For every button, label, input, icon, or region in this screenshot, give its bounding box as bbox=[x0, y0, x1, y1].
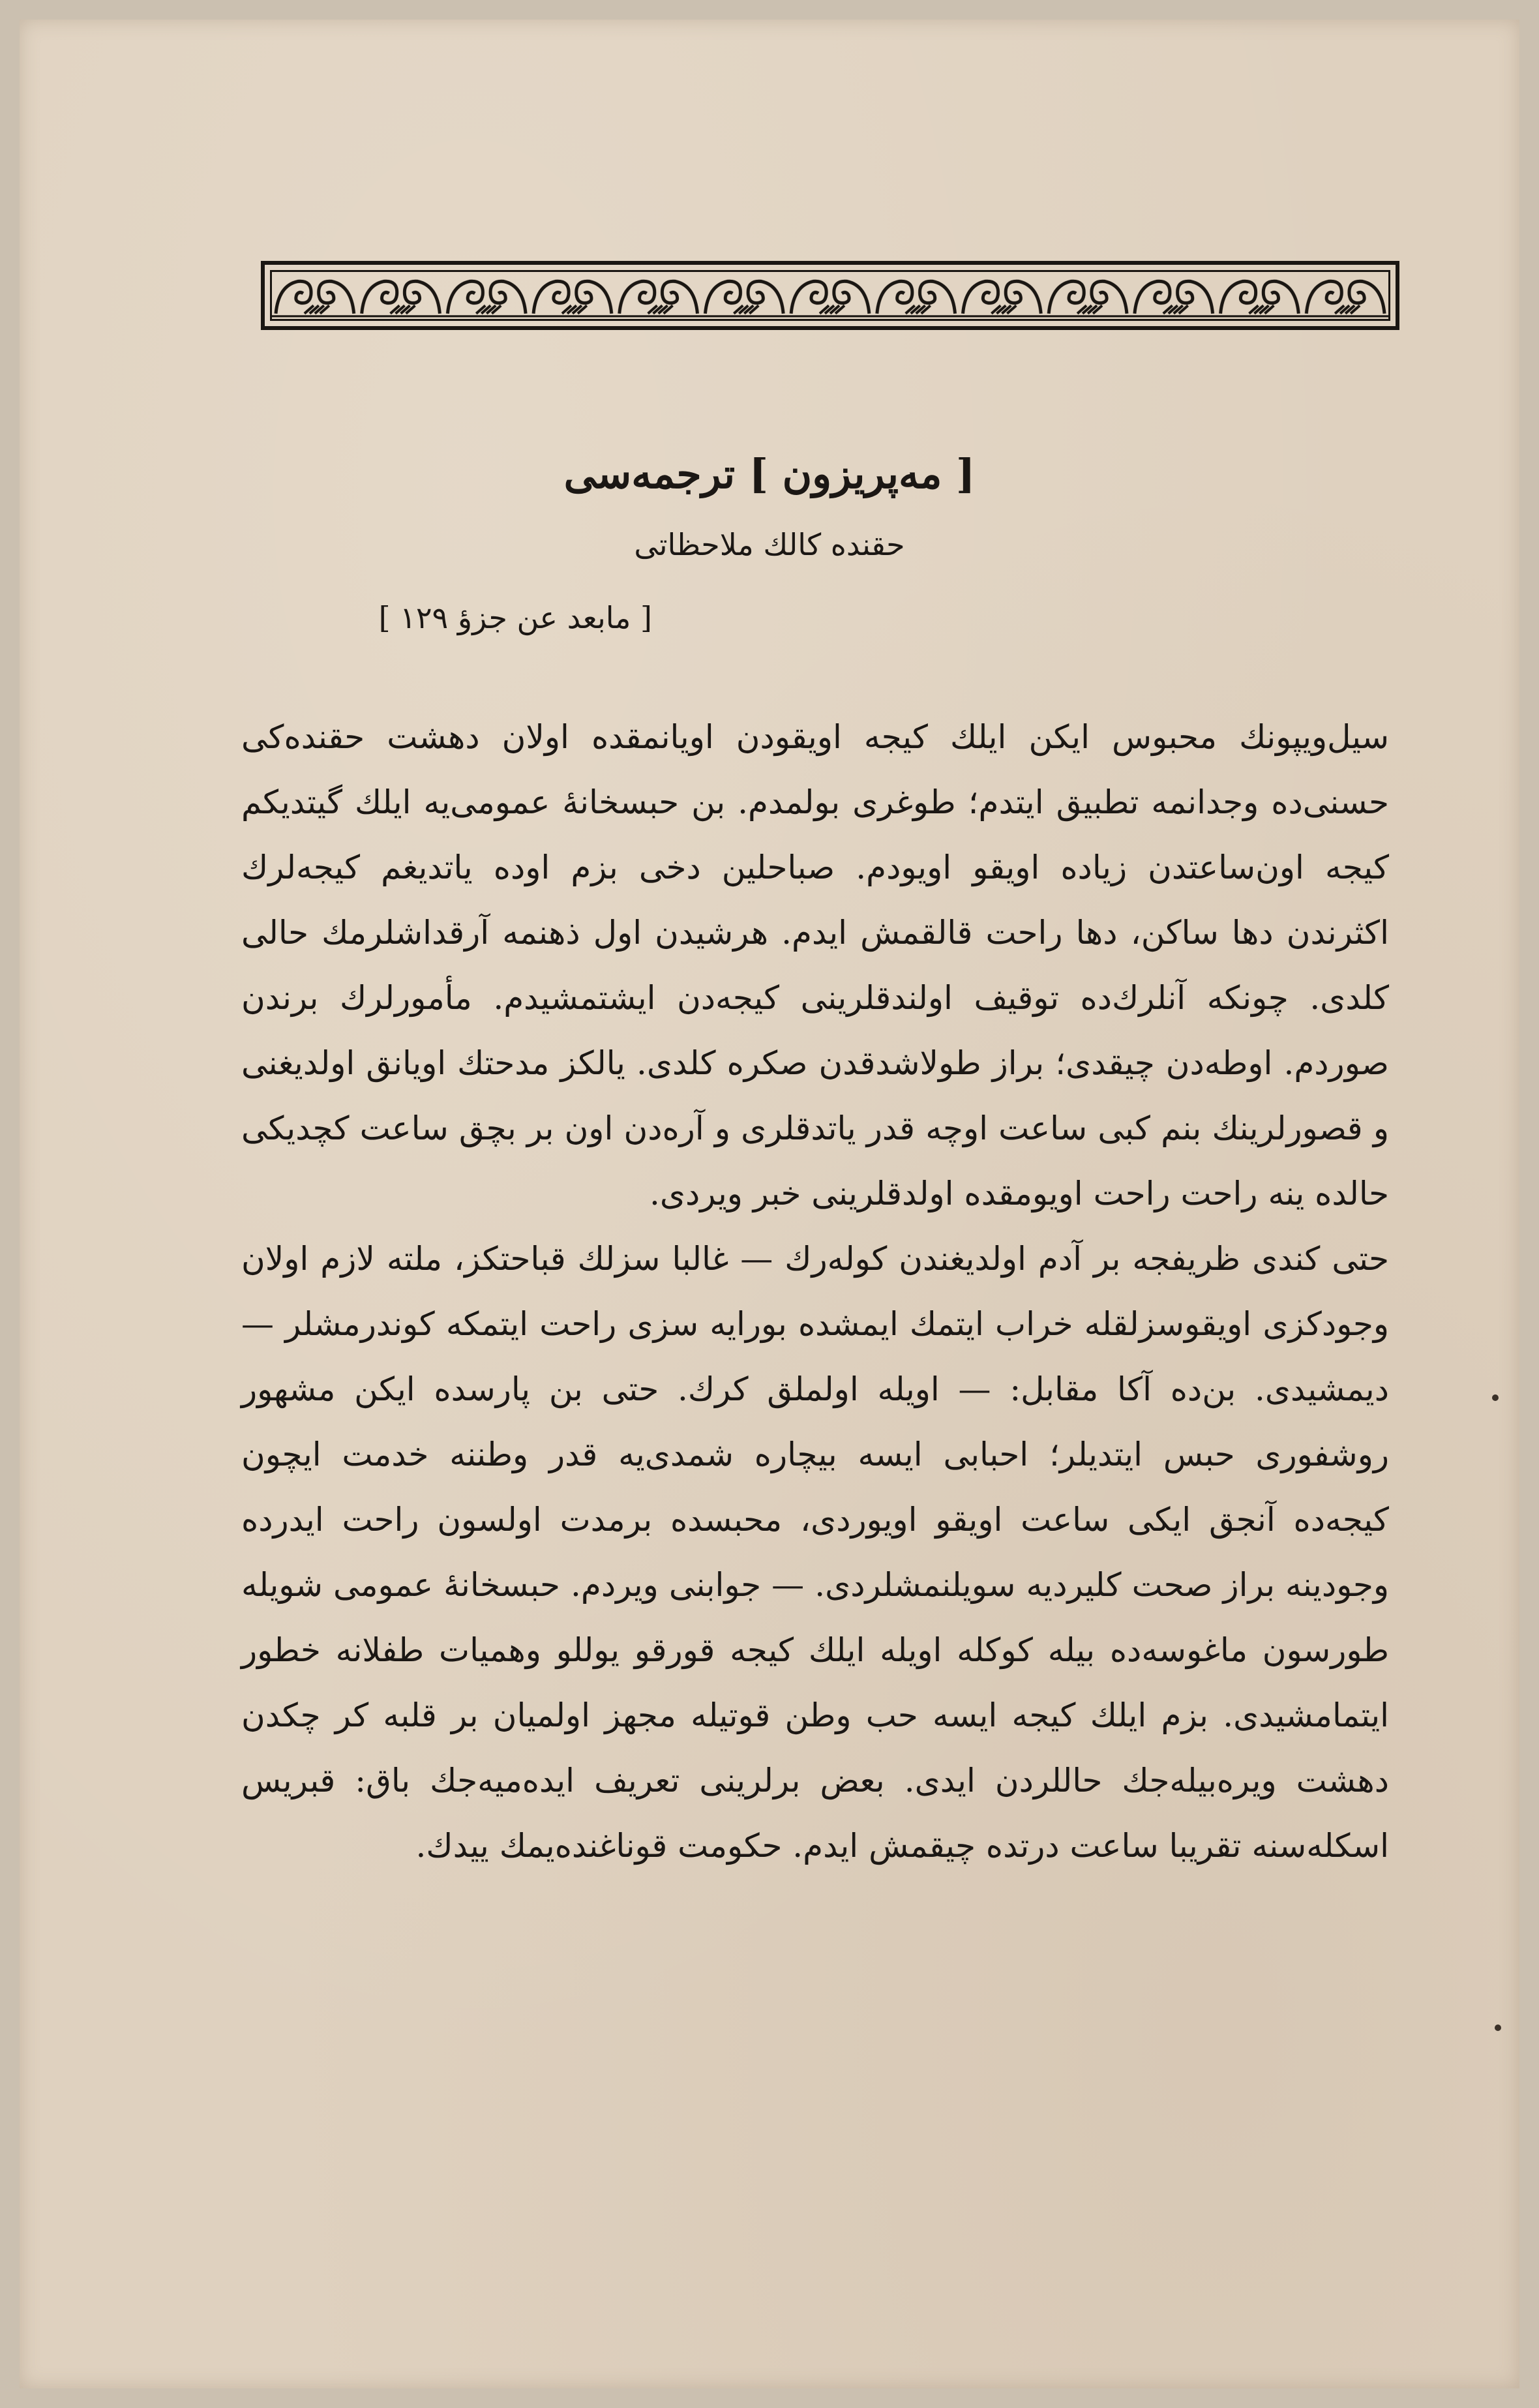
margin-spot bbox=[1495, 2024, 1501, 2031]
page-subtitle: حقنده کالك ملاحظاتی bbox=[634, 527, 905, 562]
paragraph-2: حتی کندی ظریفجه بر آدم اولدیغندن کوله‌رك — غالبا سزلك قباحتکز، ملته لازم اولان وجودکزی اویقوسزلقله خراب ایتمك ایمشده بورایه سزی راحت ایتمکه کوندرمشلر — دیمشیدی. بن‌ده آکا مقابل: — اویله اولملق کرك. حتی بن پارسده ایکن مشهور روشفوری حبس ایتدیلر؛ احبابی ایسه بیچاره شمدی‌یه قدر وطننه خدمت ایچون کیجه‌ده آنجق ایکی ساعت اویقو اویوردی، محبسده برمدت اولسون راحت ایدرده وجودینه براز صحت کلیردیه سویلنمشلردی. — جوابنی ویردم. حبسخانۀ عمومی شویله طورسون ماغوسه‌ده بیله کوکله اویله ایلك کیجه قورقو یوللو وهمیات طفلانه خطور ایتمامشیدی. بزم ایلك کیجه ایسه حب وطن قوتیله مجهز اولمیان بر قلبه کر چکدن دهشت ویره‌بیله‌جك حاللردن ایدی. بعض برلرینی تعریف ایده‌میه‌جك باق: قبریس اسکله‌سنه تقریبا ساعت درتده چیقمش ایدم. حکومت قوناغنده‌یمك ییدك. bbox=[241, 1240, 1390, 1865]
decorative-header-band bbox=[261, 261, 1399, 330]
ornament-scroll-pattern bbox=[272, 272, 1388, 319]
paragraph-1: سیل‌ویپونك محبوس ایکن ایلك کیجه اویقودن اویانمقده اولان دهشت حقنده‌کی حسنی‌ده وجدانمه تطبیق ایتدم؛ طوغری بولمدم. بن حبسخانۀ عمومی‌یه ایلك گیتدیکم کیجه اون‌ساعتدن زیاده اویقو اویودم. صباحلین دخی بزم اوده یاتدیغم کیجه‌لرك اکثرندن دها ساکن، دها راحت قالقمش ایدم. هرشیدن اول ذهنمه آرقداشلرمك حالی کلدی. چونکه آنلرك‌ده توقیف اولندقلرینی کیجه‌دن ایشتمشیدم. مأمورلرك برندن صوردم. اوطه‌دن چیقدی؛ براز طولاشدقدن صکره کلدی. یالکز مدحتك اویانق اولدیغنی و قصورلرینك بنم کبی ساعت اوچه قدر یاتدقلری و آره‌دن اون بر بچق ساعت کچدیکی حالده ینه راحت راحت اویومقده اولدقلرینی خبر ویردی. bbox=[241, 718, 1389, 1212]
ornament-frame bbox=[270, 270, 1390, 321]
page-title: [ مه‌پریزون ] ترجمه‌سی bbox=[563, 450, 976, 498]
continued-from-note: [ مابعد عن جزؤ ۱۲۹ ] bbox=[378, 600, 652, 635]
body-text bbox=[241, 704, 1389, 1878]
margin-spot bbox=[1492, 1394, 1499, 1401]
